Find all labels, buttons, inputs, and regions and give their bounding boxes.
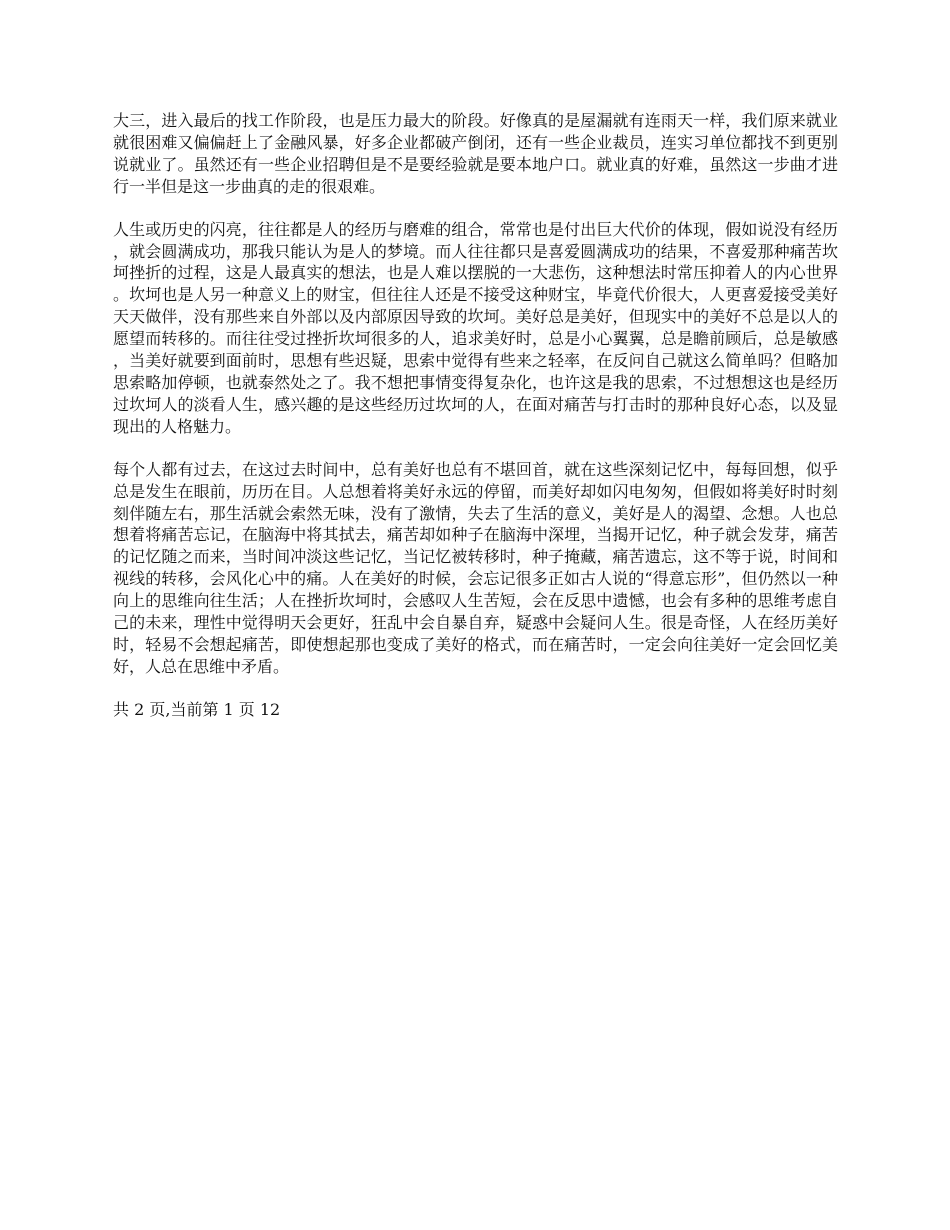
paragraph-hardship: 人生或历史的闪亮，往往都是人的经历与磨难的组合，常常也是付出巨大代价的体现，假如说没有经历，就会圆满成功，那我只能认为是人的梦境。而人往往都只是喜爱圆满成功的结果，不喜爱那种痛苦坎坷挫折的过程，这是人最真实的想法，也是人难以摆脱的一大悲伤，这种想法时常压抑着人的内心世界。坎坷也是人另一种意义上的财宝，但往往人还是不接受这种财宝，毕竟代价很大，人更喜爱接受美好天天做伴，没有那些来自外部以及内部原因导致的坎坷。美好总是美好，但现实中的美好不总是以人的愿望而转移的。而往往受过挫折坎坷很多的人，追求美好时，总是小心翼翼，总是瞻前顾后，总是敏感，当美好就要到面前时，思想有些迟疑，思索中觉得有些来之轻率，在反问自己就这么简单吗？但略加思索略加停顿，也就泰然处之了。我不想把事情变得复杂化，也许这是我的思索，不过想想这也是经历过坎坷人的淡看人生，感兴趣的是这些经历过坎坷的人，在面对痛苦与打击时的那种良好心态，以及显现出的人格魅力。 [113,219,838,436]
document-body [113,110,838,721]
paragraph-memories: 每个人都有过去，在这过去时间中，总有美好也总有不堪回首，就在这些深刻记忆中，每每回想，似乎总是发生在眼前，历历在目。人总想着将美好永远的停留，而美好却如闪电匆匆，但假如将美好时时刻刻伴随左右，那生活就会索然无味，没有了激情，失去了生活的意义，美好是人的渴望、念想。人也总想着将痛苦忘记，在脑海中将其拭去，痛苦却如种子在脑海中深埋，当揭开记忆，种子就会发芽，痛苦的记忆随之而来，当时间冲淡这些记忆，当记忆被转移时，种子掩藏，痛苦遗忘，这不等于说，时间和视线的转移，会风化心中的痛。人在美好的时候，会忘记很多正如古人说的“得意忘形”，但仍然以一种向上的思维向往生活；人在挫折坎坷时，会感叹人生苦短，会在反思中遗憾，也会有多种的思维考虑自己的未来，理性中觉得明天会更好，狂乱中会自暴自弃，疑惑中会疑问人生。很是奇怪，人在经历美好时，轻易不会想起痛苦，即使想起那也变成了美好的格式，而在痛苦时，一定会向往美好一定会回忆美好，人总在思维中矛盾。 [113,459,838,676]
paragraph-job-hunting: 大三，进入最后的找工作阶段，也是压力最大的阶段。好像真的是屋漏就有连雨天一样，我们原来就业就很困难又偏偏赶上了金融风暴，好多企业都破产倒闭，还有一些企业裁员，连实习单位都找不到更别说就业了。虽然还有一些企业招聘但是不是要经验就是要本地户口。就业真的好难，虽然这一步曲才进行一半但是这一步曲真的走的很艰难。 [113,111,838,196]
page-footer: 共 2 页,当前第 1 页 12 [113,699,281,719]
